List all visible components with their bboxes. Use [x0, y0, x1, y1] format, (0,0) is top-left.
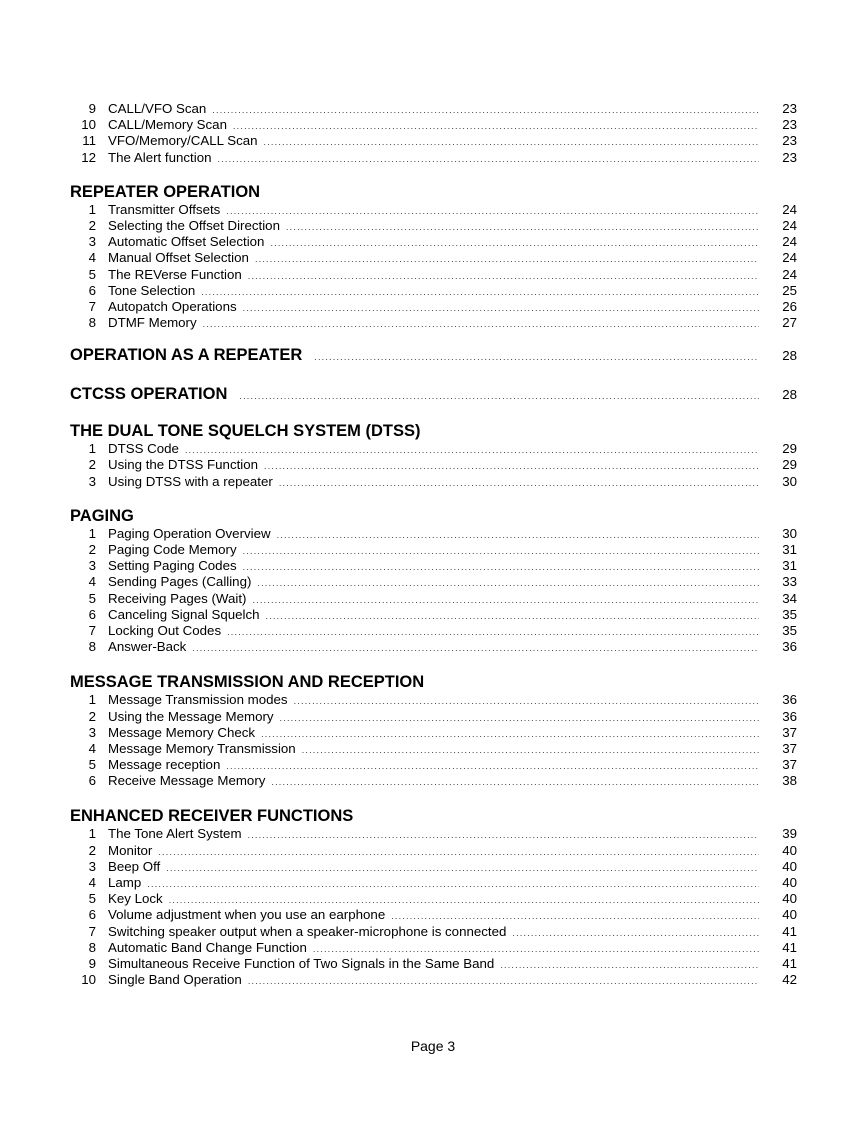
toc-entry: [70, 315, 797, 331]
section-title: PAGING: [70, 506, 134, 525]
entry-number: 11: [82, 133, 96, 149]
dot-leader: [261, 726, 759, 742]
page-number: 28: [782, 348, 797, 364]
entry-page: 40: [782, 842, 797, 858]
entry-title: Key Lock: [108, 891, 163, 907]
entry-number: 4: [88, 875, 96, 890]
entry-title: Transmitter Offsets: [108, 201, 221, 217]
section-heading: [70, 506, 797, 526]
dot-leader: [286, 219, 759, 235]
entry-number: 7: [88, 298, 96, 314]
entry-page: 30: [782, 525, 797, 541]
entry-page: 37: [782, 757, 797, 773]
dot-leader: [166, 860, 759, 876]
dot-leader: [233, 118, 759, 134]
toc-entry: [70, 972, 797, 988]
toc-entry: [70, 441, 797, 457]
entry-page: 41: [782, 939, 797, 955]
entry-page: 40: [782, 875, 797, 890]
entry-title: Receive Message Memory: [108, 773, 266, 789]
toc-entry: [70, 956, 797, 972]
entry-page: 36: [782, 639, 797, 655]
dot-leader: [279, 475, 759, 491]
dot-leader: [264, 134, 759, 150]
entry-page: 33: [782, 574, 797, 590]
entry-number: 1: [88, 525, 96, 541]
section-title: REPEATER OPERATION: [70, 182, 261, 201]
entry-number: 7: [88, 923, 96, 939]
entry-page: 23: [782, 101, 797, 116]
toc-entry: [70, 924, 797, 940]
toc-entry: [70, 692, 797, 708]
entry-page: 27: [782, 315, 797, 331]
entry-page: 38: [782, 773, 797, 789]
dot-leader: [252, 592, 759, 608]
toc-entry: [70, 117, 797, 133]
entry-title: VFO/Memory/CALL Scan: [108, 133, 258, 149]
entry-number: 2: [88, 708, 96, 724]
entry-number: 4: [88, 740, 96, 756]
dot-leader: [266, 608, 759, 624]
entry-number: 2: [88, 542, 96, 557]
entry-number: 6: [88, 282, 96, 298]
entry-number: 7: [88, 622, 96, 638]
entry-page: 23: [782, 149, 797, 165]
entry-title: CALL/VFO Scan: [108, 101, 207, 116]
entry-title: The Alert function: [108, 149, 212, 165]
page-number: Page 3: [410, 1038, 456, 1054]
entry-number: 3: [88, 473, 96, 489]
entry-number: 8: [88, 639, 96, 655]
toc-entry: [70, 283, 797, 299]
entry-title: Locking Out Codes: [108, 622, 222, 638]
entry-title: Beep Off: [108, 858, 161, 874]
entry-number: 1: [88, 692, 96, 708]
entry-title: Autopatch Operations: [108, 298, 237, 314]
entry-title: Canceling Signal Squelch: [108, 606, 260, 622]
toc-entry: [70, 773, 797, 789]
dot-leader: [243, 300, 759, 316]
dot-leader: [302, 742, 759, 758]
toc-entry: [70, 741, 797, 757]
dot-leader: [257, 575, 759, 591]
entry-number: 12: [81, 149, 96, 165]
toc-entry: [70, 907, 797, 923]
toc-entry: [70, 542, 797, 558]
toc-entry: [70, 474, 797, 490]
entry-title: Paging Operation Overview: [108, 525, 271, 541]
toc-entry: [70, 940, 797, 956]
entry-number: 3: [88, 558, 96, 574]
entry-title: Automatic Offset Selection: [108, 234, 265, 250]
toc-block-paging: [70, 506, 797, 656]
entry-page: 36: [782, 692, 797, 708]
entry-title: Sending Pages (Calling): [108, 574, 252, 590]
toc-block-repeater-operation: [70, 182, 797, 332]
entry-title: Manual Offset Selection: [108, 250, 249, 266]
entry-number: 1: [88, 441, 96, 457]
entry-number: 1: [88, 826, 96, 842]
entry-title: Message Memory Transmission: [108, 740, 296, 756]
section-title: ENHANCED RECEIVER FUNCTIONS: [70, 807, 354, 826]
entry-page: 34: [782, 590, 797, 606]
entry-number: 10: [81, 117, 96, 133]
toc-entry: [70, 623, 797, 639]
toc-entry: [70, 250, 797, 266]
toc-block-operation-as-repeater: [70, 345, 797, 365]
toc-block-dtss: [70, 421, 797, 490]
entry-page: 39: [782, 826, 797, 842]
toc-entry: [70, 218, 797, 234]
toc-entry: [70, 639, 797, 655]
toc-entry: [70, 709, 797, 725]
entry-number: 5: [88, 891, 96, 907]
dot-leader: [243, 543, 759, 559]
toc-entry: [70, 267, 797, 283]
entry-title: The Tone Alert System: [108, 826, 242, 842]
toc-entry: [70, 558, 797, 574]
toc-block-ctcss-operation: [70, 384, 797, 404]
entry-title: Automatic Band Change Function: [108, 939, 307, 955]
entry-title: Setting Paging Codes: [108, 558, 237, 574]
entry-number: 10: [81, 972, 96, 988]
section-title: THE DUAL TONE SQUELCH SYSTEM (DTSS): [70, 422, 421, 441]
dot-leader: [264, 458, 759, 474]
entry-title: DTMF Memory: [108, 315, 197, 331]
entry-page: 24: [782, 201, 797, 217]
dot-leader: [227, 624, 759, 640]
toc-entry: [70, 133, 797, 149]
entry-title: Lamp: [108, 875, 142, 890]
entry-page: 25: [782, 282, 797, 298]
entry-page: 23: [782, 117, 797, 133]
entry-number: 3: [88, 234, 96, 250]
dot-leader: [203, 316, 759, 332]
entry-number: 3: [88, 858, 96, 874]
dot-leader: [294, 693, 759, 709]
toc-entry: [70, 757, 797, 773]
entry-page: 29: [782, 441, 797, 457]
section-title: MESSAGE TRANSMISSION AND RECEPTION: [70, 673, 425, 692]
dot-leader: [239, 386, 759, 406]
entry-title: Using the DTSS Function: [108, 457, 259, 473]
entry-page: 23: [782, 133, 797, 149]
section-heading: [70, 806, 797, 826]
entry-page: 24: [782, 217, 797, 233]
entry-title: Paging Code Memory: [108, 542, 237, 557]
table-of-contents: [70, 101, 797, 988]
entry-page: 26: [782, 298, 797, 314]
entry-title: Single Band Operation: [108, 972, 242, 988]
dot-leader: [391, 908, 759, 924]
section-title: CTCSS OPERATION: [70, 385, 228, 404]
entry-number: 9: [88, 955, 96, 971]
section-heading: [70, 384, 797, 404]
entry-page: 40: [782, 891, 797, 907]
entry-page: 37: [782, 724, 797, 740]
entry-number: 8: [88, 315, 96, 331]
dot-leader: [277, 527, 759, 543]
entry-page: 40: [782, 858, 797, 874]
toc-entry: [70, 526, 797, 542]
entry-number: 6: [88, 606, 96, 622]
entry-number: 4: [88, 574, 96, 590]
entry-number: 6: [88, 907, 96, 923]
entry-number: 2: [88, 217, 96, 233]
dot-leader: [313, 941, 759, 957]
dot-leader: [212, 102, 759, 118]
entry-title: Message Transmission modes: [108, 692, 288, 708]
entry-number: 8: [88, 939, 96, 955]
entry-page: 41: [782, 955, 797, 971]
entry-title: Receiving Pages (Wait): [108, 590, 247, 606]
entry-title: Volume adjustment when you use an earphone: [108, 907, 386, 923]
entry-title: The REVerse Function: [108, 266, 242, 282]
entry-title: Answer-Back: [108, 639, 187, 655]
entry-number: 5: [88, 590, 96, 606]
entry-page: 37: [782, 740, 797, 756]
dot-leader: [169, 892, 759, 908]
entry-page: 41: [782, 923, 797, 939]
section-heading: [70, 672, 797, 692]
entry-page: 24: [782, 250, 797, 266]
dot-leader: [248, 268, 759, 284]
entry-title: Monitor: [108, 842, 153, 858]
entry-number: 5: [88, 757, 96, 773]
toc-entry: [70, 457, 797, 473]
dot-leader: [248, 827, 759, 843]
dot-leader: [280, 710, 759, 726]
entry-number: 4: [88, 250, 96, 266]
toc-entry: [70, 891, 797, 907]
toc-block-enhanced: [70, 806, 797, 988]
dot-leader: [255, 251, 759, 267]
toc-entry: [70, 202, 797, 218]
dot-leader: [226, 203, 759, 219]
section-heading: [70, 182, 797, 202]
entry-title: Message reception: [108, 757, 221, 773]
toc-entry: [70, 875, 797, 891]
toc-entry: [70, 101, 797, 117]
entry-page: 35: [782, 622, 797, 638]
entry-title: Simultaneous Receive Function of Two Signals in the Same Band: [108, 955, 495, 971]
dot-leader: [217, 151, 759, 167]
entry-page: 31: [782, 542, 797, 557]
toc-entry: [70, 859, 797, 875]
entry-page: 30: [782, 473, 797, 489]
toc-entry: [70, 725, 797, 741]
entry-number: 9: [88, 101, 96, 116]
entry-page: 29: [782, 457, 797, 473]
dot-leader: [226, 758, 759, 774]
section-heading: [70, 345, 797, 365]
entry-page: 31: [782, 558, 797, 574]
entry-number: 6: [88, 773, 96, 789]
entry-page: 35: [782, 606, 797, 622]
entry-page: 42: [782, 972, 797, 988]
entry-title: Switching speaker output when a speaker-microphone is connected: [108, 923, 507, 939]
entry-number: 3: [88, 724, 96, 740]
dot-leader: [201, 284, 759, 300]
entry-title: DTSS Code: [108, 441, 179, 457]
dot-leader: [271, 774, 759, 790]
dot-leader: [192, 640, 759, 656]
dot-leader: [270, 235, 759, 251]
entry-page: 24: [782, 266, 797, 282]
entry-title: CALL/Memory Scan: [108, 117, 227, 133]
toc-entry: [70, 591, 797, 607]
entry-number: 1: [88, 201, 96, 217]
dot-leader: [500, 957, 759, 973]
page-number: 28: [782, 387, 797, 403]
entry-number: 5: [88, 266, 96, 282]
dot-leader: [243, 559, 759, 575]
section-title: OPERATION AS A REPEATER: [70, 346, 303, 365]
toc-entry: [70, 299, 797, 315]
dot-leader: [248, 973, 759, 989]
dot-leader: [314, 347, 759, 367]
entry-number: 2: [88, 457, 96, 473]
toc-entry: [70, 574, 797, 590]
toc-entry: [70, 234, 797, 250]
toc-entry: [70, 826, 797, 842]
entry-page: 40: [782, 907, 797, 923]
entry-title: Selecting the Offset Direction: [108, 217, 280, 233]
toc-entry: [70, 843, 797, 859]
toc-block-intro: [70, 101, 797, 166]
entry-title: Tone Selection: [108, 282, 196, 298]
dot-leader: [512, 925, 759, 941]
entry-number: 2: [88, 842, 96, 858]
toc-entry: [70, 150, 797, 166]
toc-block-message: [70, 672, 797, 789]
dot-leader: [158, 844, 759, 860]
dot-leader: [147, 876, 759, 892]
entry-page: 24: [782, 234, 797, 250]
toc-entry: [70, 607, 797, 623]
entry-title: Using DTSS with a repeater: [108, 473, 273, 489]
entry-title: Using the Message Memory: [108, 708, 274, 724]
entry-page: 36: [782, 708, 797, 724]
dot-leader: [185, 442, 759, 458]
section-heading: [70, 421, 797, 441]
entry-title: Message Memory Check: [108, 724, 256, 740]
